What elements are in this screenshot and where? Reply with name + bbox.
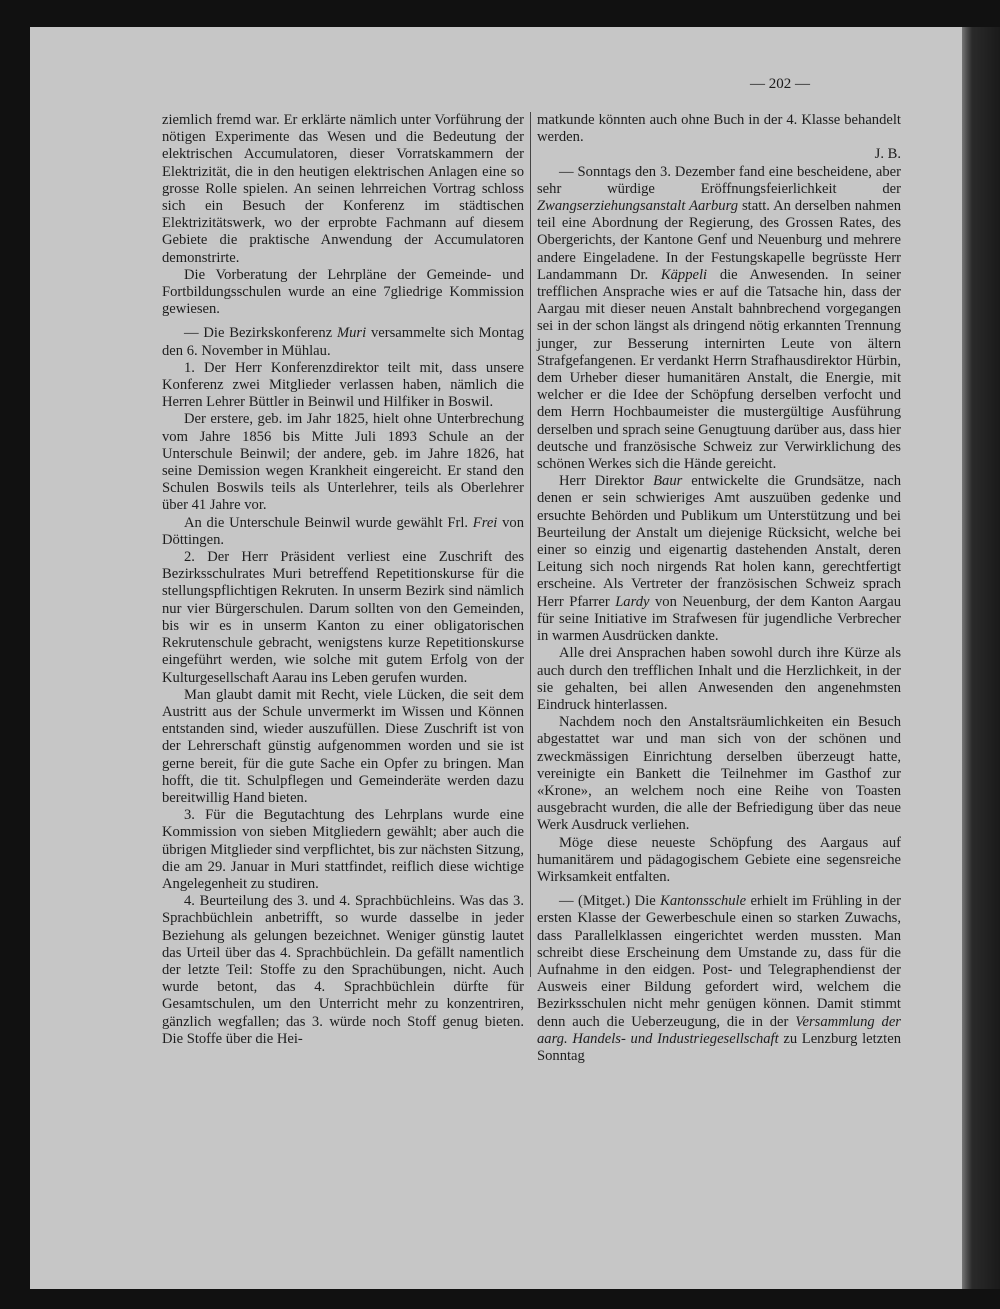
page-number: — 202 —	[750, 76, 810, 92]
column-divider	[530, 112, 531, 977]
paragraph-l7	[162, 549, 524, 687]
text-run: An die Unterschule Beinwil wurde gewählt Frl.	[184, 514, 473, 531]
text-run: Der erstere, geb. im Jahr 1825, hielt ohne Unterbrechung vom Jahre 1856 bis Mitte Juli 1893 Schule an der Unterschule Beinwil; der andere, geb. im Jahre 1826, hat seine Demission wegen Krankheit eingereicht. Er stand den Schulen Boswils teils als Unterlehrer, teils als Oberlehrer über 41 Jahre vor.	[162, 411, 524, 514]
italic-term: Baur	[653, 473, 683, 490]
italic-term: Muri	[336, 325, 367, 342]
text-run: — (Mitget.) Die	[559, 893, 661, 910]
italic-term: Käppeli	[660, 266, 708, 283]
italic-term: Versammlung der aarg. Handels- und Industriegesellschaft	[537, 1013, 901, 1047]
paragraph-r1	[537, 112, 901, 146]
paragraph-r5	[537, 645, 901, 714]
italic-term: Kantonsschule	[660, 893, 747, 910]
text-run: ziemlich fremd war. Er erklärte nämlich unter Vorführung der nötigen Experimente das Wesen und die Bedeutung der elektrischen Accumulatoren, dieser Vorratskammern der Elektrizität, die in den heutigen elektrischen Anlagen eine so grosse Rolle spielen. An seinen lehrreichen Vortrag schloss sich ein Besuch der Konferenz im städtischen Elektrizitätswerk, wo der erprobte Fachmann auf diesem Gebiete die praktische Anwendung der Accumulatoren demonstrirte.	[162, 112, 524, 266]
italic-term: Lardy	[615, 593, 650, 610]
paragraph-l6	[162, 515, 524, 549]
paragraph-r3	[537, 164, 901, 474]
text-run: statt. An derselben nahmen teil eine Abordnung der Regierung, des Grossen Rates, des Obergerichts, der Kantone Genf und Neuenburg und mehrere andere Eingeladene. In der Festungskapelle begrüsste Herr Landammann Dr.	[537, 198, 901, 283]
text-run: versammelte sich Montag den 6. November in Mühlau.	[162, 325, 524, 359]
text-run: zu Lenzburg letzten Sonntag	[537, 1030, 901, 1064]
book-spine-shadow	[962, 27, 1000, 1289]
text-run: — Sonntags den 3. Dezember fand eine bescheidene, aber sehr würdige Eröffnungsfeierlichkeit der	[537, 163, 901, 197]
paragraph-l9	[162, 807, 524, 893]
paragraph-r7	[537, 835, 901, 887]
text-run: entwickelte die Grundsätze, nach denen er sein schwieriges Amt auszuüben gedenke und ersuchte Behörden und Publikum um Unterstützung und bei Beurteilung der Anstalt um diejenige Rücksicht, welche bei einer so einzig und eigenartig dastehenden Anstalt, deren Leitung sich noch nirgends Rat holen kann, gerechtfertigt erscheine. Als Vertreter der französischen Schweiz sprach Herr Pfarrer	[537, 473, 901, 610]
text-run: — Die Bezirkskonferenz	[184, 325, 337, 342]
text-run: Alle drei Ansprachen haben sowohl durch ihre Kürze als auch durch den trefflichen Inhalt und die Herzlichkeit, in der sie gehalten, bei allen Anwesenden den angenehmsten Eindruck hinterlassen.	[537, 645, 901, 713]
paragraph-r6	[537, 714, 901, 834]
text-run: die Anwesenden. In seiner trefflichen Ansprache wies er auf die Tatsache hin, dass der Aargau mit dieser neuen Anstalt bahnbrechend vorgegangen sei in der schon längst als dringend nötig erkannten Trennung junger, zur Besserung internirten Leute von ältern Strafgefangenen. Er verdankt Herrn Strafhausdirektor Hürbin, dem Urheber dieser humanitären Anstalt, die Energie, mit welcher er die Idee der Schöpfung derselben verfocht und dem Herrn Hochbaumeister die mustergültige Ausführung derselben und sprach seine Genugtuung darüber aus, dass hier deutsche und französische Schweiz zur Verwirklichung des schönen Werkes sich die Hände gereicht.	[537, 266, 901, 473]
text-run: Man glaubt damit mit Recht, viele Lücken, die seit dem Austritt aus der Schule unvermerkt im Wissen und Können entstanden sind, wieder auszufüllen. Diese Zuschrift ist von der Lehrerschaft günstig aufgenommen worden und sie ist gerne bereit, für die gute Sache ein Opfer zu bringen. Man hofft, die tit. Schulpflegen und Gemeinderäte werden dazu bereitwillig Hand bieten.	[162, 686, 524, 806]
paragraph-r4	[537, 473, 901, 645]
left-text-column	[162, 112, 524, 1048]
text-run: von Döttingen.	[162, 514, 524, 548]
text-run: erhielt im Frühling in der ersten Klasse der Gewerbeschule einen so starken Zuwachs, dass Parallelklassen eingerichtet werden mussten. Man schreibt diese Erscheinung dem Umstande zu, dass für die Aufnahme in den eidgen. Post- und Telegraphendienst der Ausweis einer Bildung gefordert wird, welchem die Bezirksschulen nicht mehr genügen können. Damit stimmt denn auch die Ueberzeugung, die in der	[537, 893, 901, 1030]
paragraph-r2	[537, 146, 901, 163]
text-run: 4. Beurteilung des 3. und 4. Sprachbüchleins. Was das 3. Sprachbüchlein anbetrifft, so wurde dasselbe in jeder Beziehung als gelungen bezeichnet. Weniger günstig lautet das Urteil über das 4. Sprachbüchlein. Da gefällt namentlich der letzte Teil: Stoffe zu den Sprachübungen, nicht. Auch wurde betont, das 4. Sprachbüchlein dürfte für Gesamtschulen, um den Unterricht mehr zu konzentriren, gänzlich wegfallen; das 3. würde noch Stoff genug bieten. Die Stoffe über die Hei-	[162, 893, 524, 1047]
paragraph-l8	[162, 687, 524, 807]
paragraph-l2	[162, 267, 524, 319]
text-run: von Neuenburg, der dem Kanton Aargau für seine Initiative im Strafwesen für jugendliche Verbrecher in warmen Ausdrücken dankte.	[537, 593, 902, 645]
paragraph-l3	[162, 325, 524, 359]
italic-term: Frei	[472, 514, 498, 531]
text-run: 2. Der Herr Präsident verliest eine Zuschrift des Bezirksschulrates Muri betreffend Repetitionskurse für die stellungspflichtigen Rekruten. In unserm Bezirk sind nämlich nur vier Bürgerschulen. Darum sollten von den Gemeinden, bis wir es in unserm Kanton zu einer obligatorischen Rekrutenschule gebracht, wenigstens kurze Repetitionskurse eingeführt werden, wie solche mit gutem Erfolg von der Kulturgesellschaft Aarau ins Leben gerufen wurden.	[162, 549, 524, 686]
paragraph-l10	[162, 893, 524, 1048]
paragraph-l1	[162, 112, 524, 267]
text-run: J. B.	[874, 146, 901, 163]
paragraph-l5	[162, 411, 524, 514]
italic-term: Zwangserziehungsanstalt Aarburg	[537, 198, 739, 215]
text-run: matkunde könnten auch ohne Buch in der 4. Klasse behandelt werden.	[537, 112, 901, 146]
paragraph-l4	[162, 360, 524, 412]
text-run: 1. Der Herr Konferenzdirektor teilt mit, dass unsere Konferenz zwei Mitglieder verlassen haben, nämlich die Herren Lehrer Büttler in Beinwil und Hilfiker in Boswil.	[162, 359, 524, 411]
text-run: Nachdem noch den Anstaltsräumlichkeiten ein Besuch abgestattet war und man sich von der schönen und zweckmässigen Einrichtung derselben überzeugt hatte, vereinigte ein Bankett die Teilnehmer im Gasthof zur «Krone», an welchem noch eine Reihe von Toasten ausgebracht wurden, die alle der Befriedigung über das neue Werk Ausdruck verliehen.	[537, 714, 901, 834]
text-run: 3. Für die Begutachtung des Lehrplans wurde eine Kommission von sieben Mitgliedern gewählt; aber auch die übrigen Mitglieder sind verpflichtet, bis zur nächsten Sitzung, die am 29. Januar in Muri stattfindet, reiflich diese wichtige Angelegenheit zu studiren.	[162, 807, 524, 892]
text-run: Möge diese neueste Schöpfung des Aargaus auf humanitärem und pädagogischem Gebiete eine segensreiche Wirksamkeit entfalten.	[537, 834, 901, 885]
paragraph-r8	[537, 893, 901, 1065]
text-run: Herr Direktor	[559, 473, 654, 490]
text-run: Die Vorberatung der Lehrpläne der Gemeinde- und Fortbildungsschulen wurde an eine 7gliedrige Kommission gewiesen.	[162, 266, 524, 318]
right-text-column	[537, 112, 901, 1065]
